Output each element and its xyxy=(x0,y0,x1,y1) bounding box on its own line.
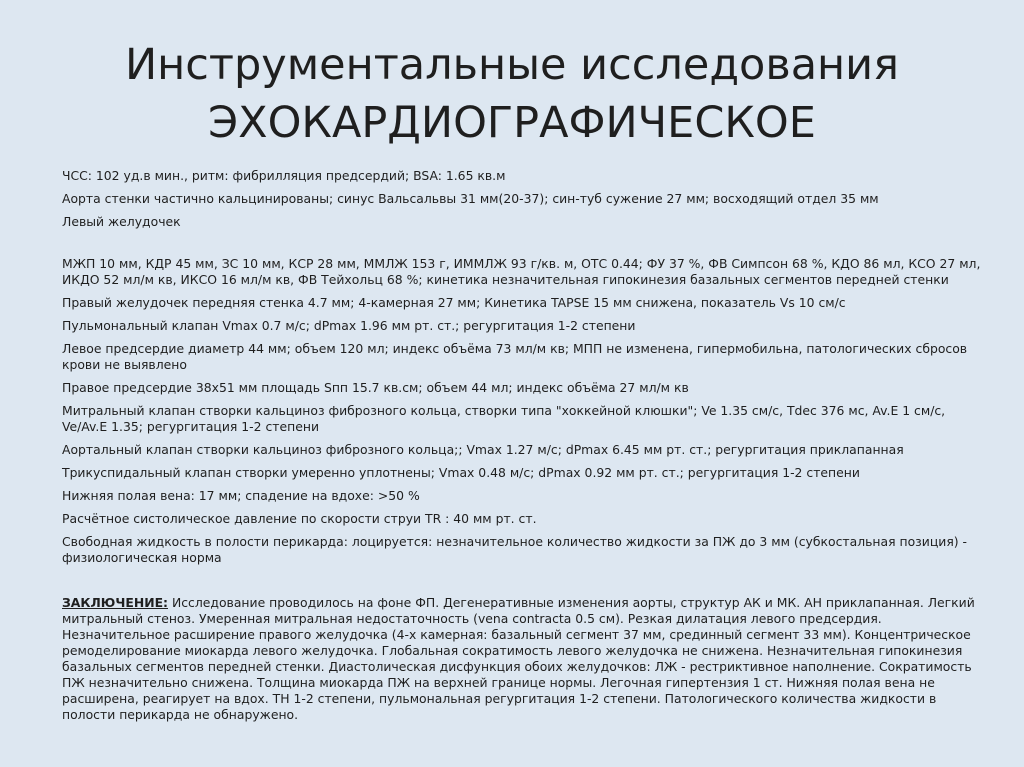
spacer xyxy=(62,573,982,595)
report-line-left-ventricle-heading: Левый желудочек xyxy=(62,214,181,229)
slide-title xyxy=(0,36,1024,152)
report-line-heart-rate: ЧСС: 102 уд.в мин., ритм: фибрилляция предсердий; BSA: 1.65 кв.м xyxy=(62,168,506,183)
report-line-right-ventricle: Правый желудочек передняя стенка 4.7 мм; 4-камерная 27 мм; Кинетика TAPSE 15 мм снижена, показатель Vs 10 см/с xyxy=(62,295,846,310)
conclusion-text: Исследование проводилось на фоне ФП. Дегенеративные изменения аорты, структур АК и МК. АН приклапанная. Легкий митральный стеноз. Умеренная митральная недостаточность (vena contracta 0.5 см). Резкая дилатация левого предсердия. Незначительное расширение правого желудочка (4-х камерная: базальный сегмент 37 мм, срединный сегмент 33 мм). Концентрическое ремоделирование миокарда левого желудочка. Глобальная сократимость левого желудочка не снижена. Незначительная гипокинезия базальных сегментов передней стенки. Диастолическая дисфункция обоих желудочков: ЛЖ - рестриктивное наполнение. Сократимость ПЖ незначительно снижена. Толщина миокарда ПЖ на верхней границе нормы. Легочная гипертензия 1 ст. Нижняя полая вена не расширена, реагирует на вдох. ТН 1-2 степени, пульмональная регургитация 1-2 степени. Патологического количества жидкости в полости перикарда не обнаружено. xyxy=(62,595,975,722)
report-body xyxy=(62,168,982,723)
report-line-mitral-valve: Митральный клапан створки кальциноз фиброзного кольца, створки типа "хоккейной клюшки"; Ve 1.35 см/с, Tdec 376 мс, Av.E 1 см/с, Ve/Av.E 1.35; регургитация 1-2 степени xyxy=(62,403,946,434)
title-line-2: ЭХОКАРДИОГРАФИЧЕСКОЕ xyxy=(208,98,816,148)
conclusion-paragraph xyxy=(62,595,982,723)
report-line-ivc: Нижняя полая вена: 17 мм; спадение на вдохе: >50 % xyxy=(62,488,420,503)
report-line-lv-measurements: МЖП 10 мм, КДР 45 мм, ЗС 10 мм, КСР 28 мм, ММЛЖ 153 г, ИММЛЖ 93 г/кв. м, ОТС 0.44; ФУ 37 %, ФВ Симпсон 68 %, КДО 86 мл, КСО 27 мл, ИКДО 52 мл/м кв, ИКСО 16 мл/м кв, ФВ Тейхольц 68 %; кинетика незначительная гипокинезия базальных сегментов передней стенки xyxy=(62,256,981,287)
spacer xyxy=(62,237,982,256)
report-line-left-atrium: Левое предсердие диаметр 44 мм; объем 120 мл; индекс объёма 73 мл/м кв; МПП не изменена, гипермобильна, патологических сбросов крови не выявлено xyxy=(62,341,968,372)
report-line-aortic-valve: Аортальный клапан створки кальциноз фиброзного кольца;; Vmax 1.27 м/с; dPmax 6.45 мм рт. ст.; регургитация приклапанная xyxy=(62,442,904,457)
report-line-pericardium: Свободная жидкость в полости перикарда: лоцируется: незначительное количество жидкости за ПЖ до 3 мм (субкостальная позиция) - физиологическая норма xyxy=(62,534,968,565)
conclusion-label: ЗАКЛЮЧЕНИЕ: xyxy=(62,595,168,610)
report-line-systolic-pressure: Расчётное систолическое давление по скорости струи TR : 40 мм рт. ст. xyxy=(62,511,537,526)
report-line-right-atrium: Правое предсердие 38х51 мм площадь Sпп 15.7 кв.см; объем 44 мл; индекс объёма 27 мл/м кв xyxy=(62,380,689,395)
report-line-pulmonary-valve: Пульмональный клапан Vmax 0.7 м/с; dPmax 1.96 мм рт. ст.; регургитация 1-2 степени xyxy=(62,318,636,333)
title-line-1: Инструментальные исследования xyxy=(125,40,899,90)
report-line-tricuspid-valve: Трикуспидальный клапан створки умеренно уплотнены; Vmax 0.48 м/с; dPmax 0.92 мм рт. ст.; регургитация 1-2 степени xyxy=(62,465,860,480)
report-line-aorta: Аорта стенки частично кальцинированы; синус Вальсальвы 31 мм(20-37); син-туб сужение 27 мм; восходящий отдел 35 мм xyxy=(62,191,879,206)
